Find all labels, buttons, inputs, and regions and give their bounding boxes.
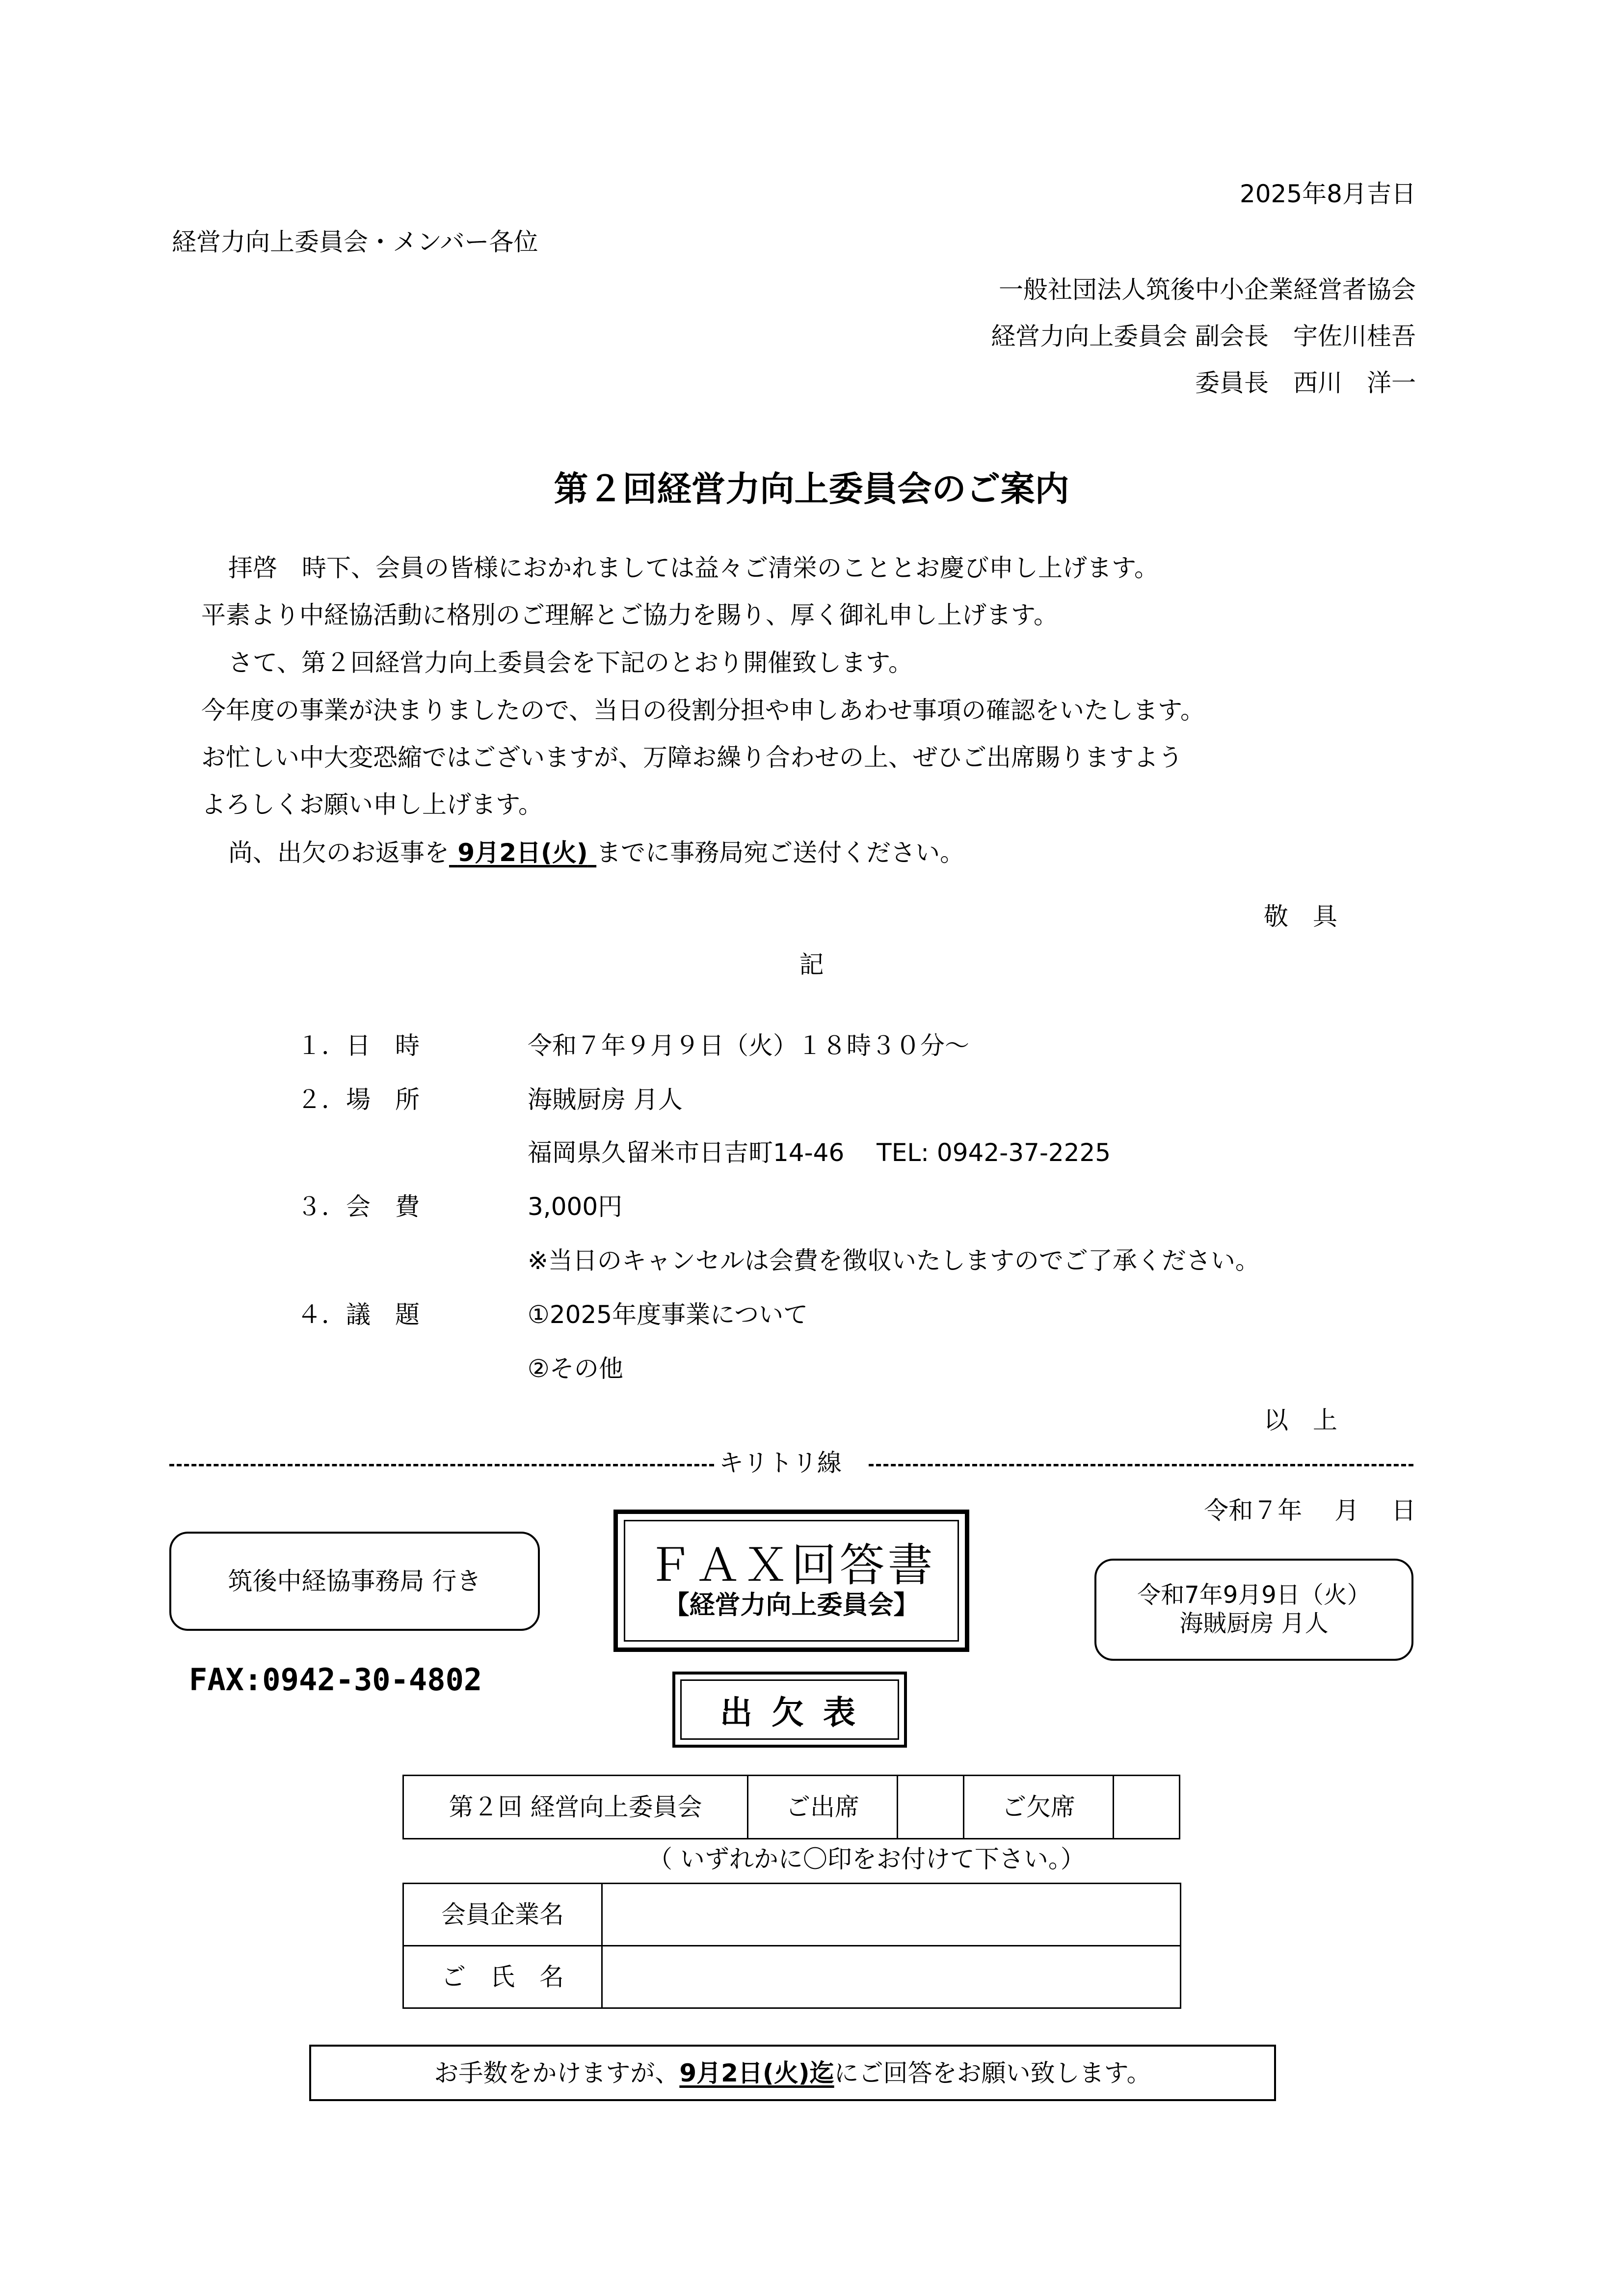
page-title: 第２回経営力向上委員会のご案内 bbox=[554, 469, 1069, 509]
absent-label: ご欠席 bbox=[1002, 1793, 1075, 1821]
detail-value-datetime: 令和７年９月９日（火）１８時３０分～ bbox=[528, 1031, 969, 1060]
closing-keigu: 敬 具 bbox=[1264, 902, 1337, 931]
reply-request-footer: お手数をかけますが、9月2日(火)迄にご回答をお願い致します。 bbox=[434, 2058, 1151, 2087]
organization-name: 一般社団法人筑後中小企業経営者協会 bbox=[999, 275, 1416, 304]
meeting-name: 第２回 経営向上委員会 bbox=[449, 1793, 702, 1821]
name-label: ご 氏 名 bbox=[441, 1963, 564, 1991]
document-date: 2025年8月吉日 bbox=[1239, 180, 1416, 208]
meeting-name-cell bbox=[402, 1775, 748, 1839]
cut-line-left bbox=[169, 1464, 714, 1466]
fax-title: ＦＡＸ回答書 bbox=[647, 1539, 936, 1592]
detail-label-datetime: １．日 時 bbox=[297, 1031, 420, 1060]
body-line-1: 拝啓 時下、会員の皆様におかれましては益々ご清栄のこととお慶び申し上げます。 bbox=[228, 554, 1159, 582]
fax-number: FAX:0942-30-4802 bbox=[189, 1662, 482, 1698]
cut-line-label: キリトリ線 bbox=[719, 1449, 842, 1477]
detail-label-place: ２．場 所 bbox=[297, 1085, 420, 1114]
reply-deadline: 9月2日(火) bbox=[457, 838, 588, 867]
absent-mark-cell[interactable] bbox=[1113, 1775, 1180, 1839]
detail-value-agenda-1: ①2025年度事業について bbox=[528, 1300, 808, 1329]
attendance-title-box bbox=[672, 1672, 907, 1748]
body-line-3: さて、第２回経営力向上委員会を下記のとおり開催致します。 bbox=[228, 648, 913, 677]
attendance-note: （ いずれかに〇印をお付けて下さい。） bbox=[648, 1845, 1085, 1873]
attendance-title: 出 欠 表 bbox=[720, 1694, 859, 1731]
body-line-7 bbox=[228, 840, 964, 865]
fax-subtitle: 【経営力向上委員会】 bbox=[664, 1591, 919, 1621]
detail-value-fee: 3,000円 bbox=[528, 1192, 623, 1221]
recipient: 経営力向上委員会・メンバー各位 bbox=[172, 228, 538, 256]
detail-value-address: 福岡県久留米市日吉町14-46 TEL: 0942-37-2225 bbox=[528, 1138, 1111, 1167]
body-line-5: お忙しい中大変恐縮ではございますが、万障お繰り合わせの上、ぜひご出席賜りますよう bbox=[201, 743, 1183, 772]
name-input-cell[interactable] bbox=[601, 1945, 1181, 2009]
event-place: 海賊厨房 月人 bbox=[1179, 1610, 1329, 1637]
attend-mark-cell[interactable] bbox=[897, 1775, 964, 1839]
destination-box bbox=[169, 1532, 540, 1631]
reply-request-suffix: までに事務局宛ご送付ください。 bbox=[596, 838, 965, 867]
detail-value-cancel-note: ※当日のキャンセルは会費を徴収いたしますのでご了承ください。 bbox=[528, 1246, 1260, 1275]
detail-label-fee: ３．会 費 bbox=[297, 1192, 420, 1221]
reply-request-text: 尚、出欠のお返事を bbox=[228, 838, 449, 867]
body-line-4: 今年度の事業が決まりましたので、当日の役割分担や申しあわせ事項の確認をいたします。 bbox=[201, 696, 1205, 725]
detail-value-place: 海賊厨房 月人 bbox=[528, 1085, 683, 1114]
event-info-box bbox=[1094, 1559, 1413, 1661]
event-date: 令和7年9月9日（火） bbox=[1137, 1581, 1371, 1609]
attend-label-cell bbox=[747, 1775, 898, 1839]
fax-title-box bbox=[613, 1510, 969, 1652]
attend-label: ご出席 bbox=[786, 1793, 859, 1821]
company-label: 会員企業名 bbox=[441, 1900, 564, 1929]
destination-label: 筑後中経協事務局 行き bbox=[228, 1567, 481, 1595]
company-label-cell bbox=[402, 1883, 603, 1946]
cut-line-right bbox=[869, 1464, 1413, 1466]
absent-label-cell bbox=[963, 1775, 1114, 1839]
vice-chair: 経営力向上委員会 副会長 宇佐川桂吾 bbox=[991, 322, 1416, 351]
detail-value-agenda-2: ②その他 bbox=[528, 1354, 623, 1383]
form-date: 令和７年 月 日 bbox=[1204, 1496, 1416, 1525]
body-line-2: 平素より中経協活動に格別のご理解とご協力を賜り、厚く御礼申し上げます。 bbox=[201, 601, 1058, 629]
closing-ijou: 以 上 bbox=[1264, 1406, 1337, 1434]
chair: 委員長 西川 洋一 bbox=[1195, 369, 1416, 397]
reply-request-box bbox=[309, 2045, 1276, 2101]
company-input-cell[interactable] bbox=[601, 1883, 1181, 1946]
ki-heading: 記 bbox=[799, 950, 824, 979]
name-label-cell bbox=[402, 1945, 603, 2009]
body-line-6: よろしくお願い申し上げます。 bbox=[201, 790, 543, 819]
detail-label-agenda: ４．議 題 bbox=[297, 1300, 420, 1329]
footer-deadline: 9月2日(火)迄 bbox=[679, 2058, 834, 2087]
